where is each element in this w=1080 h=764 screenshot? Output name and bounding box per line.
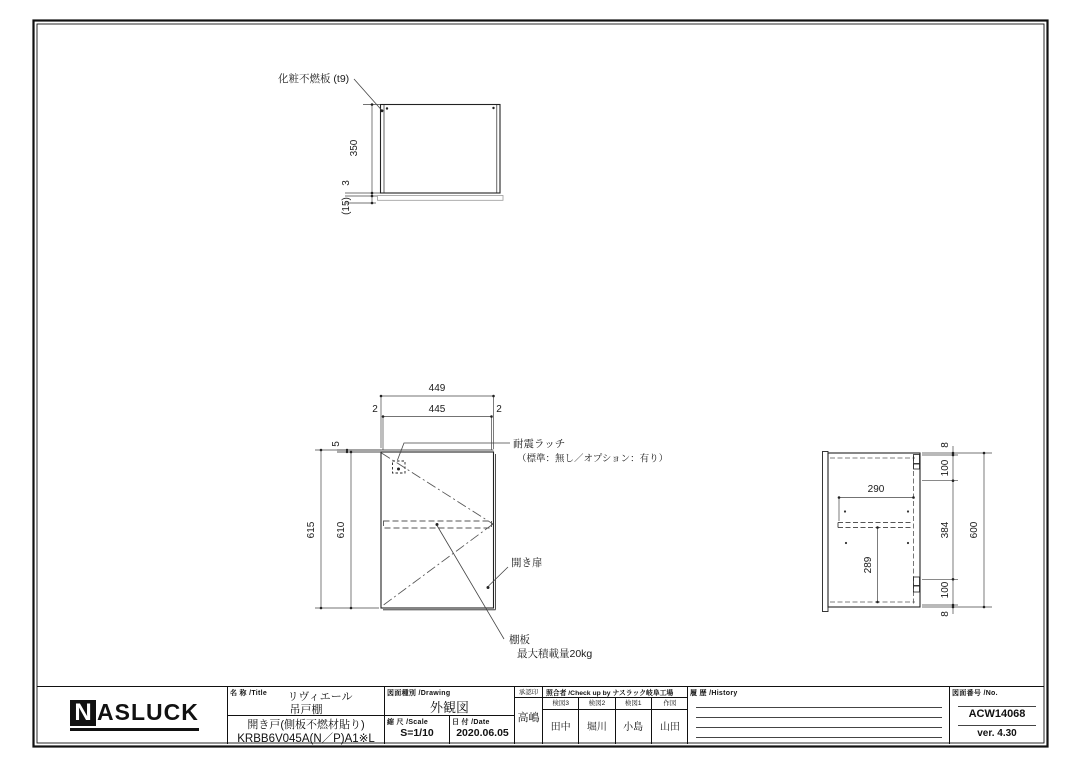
scale-label: 縮 尺 /Scale — [387, 719, 429, 726]
history-rule — [696, 727, 942, 728]
approval-name: 高嶋 — [517, 712, 540, 724]
door-label: 開き扉 — [511, 557, 543, 569]
approval-cell — [515, 687, 543, 744]
dim-610: 610 — [336, 521, 347, 539]
dim-615: 615 — [306, 521, 317, 539]
dim-600: 600 — [969, 521, 980, 539]
door-side-outline — [823, 452, 829, 612]
latch-note: （標準：無し／オプション：有り） — [517, 453, 669, 465]
check-name: 田中 — [550, 722, 571, 733]
check-role: 検図1 — [616, 698, 651, 710]
dim-384: 384 — [940, 521, 951, 539]
dim-289: 289 — [863, 556, 874, 574]
check-name: 小島 — [623, 722, 644, 733]
latch-label: 耐震ラッチ — [513, 438, 566, 450]
dim-350: 350 — [349, 139, 360, 157]
dim-5: 5 — [331, 441, 342, 447]
drawing-no-value: ACW14068 — [968, 708, 1026, 720]
history-label: 履 歴 /History — [690, 690, 738, 697]
title-label: 名 称 /Title — [230, 690, 268, 697]
title-cell — [228, 687, 385, 744]
date-value: 2020.06.05 — [456, 727, 509, 739]
drawing-no-label: 図面番号 /No. — [952, 690, 998, 697]
door-plan-outline — [378, 196, 504, 201]
hinge-block-bottom — [914, 577, 920, 586]
logo-cell — [37, 687, 228, 744]
top-view — [378, 105, 504, 201]
shelf-label: 棚板 — [509, 634, 530, 646]
drawing-no-cell — [950, 687, 1044, 744]
no-rule — [958, 706, 1036, 707]
drawing-label: 図面種別 /Drawing — [387, 690, 451, 697]
front-view — [337, 450, 496, 610]
panel-label: 化粧不燃板 (t9) — [278, 73, 350, 85]
date-cell — [450, 715, 515, 744]
door-swing-line — [382, 524, 494, 607]
title-block — [37, 686, 1044, 743]
door-swing-line — [382, 453, 494, 524]
side-view — [823, 452, 921, 612]
drawing-cell — [385, 687, 515, 744]
shelf-note: 最大積載量20kg — [517, 648, 593, 660]
drawing-type: 外観図 — [429, 700, 469, 715]
dim-449: 449 — [428, 383, 446, 394]
dim-445: 445 — [428, 404, 446, 415]
no-rule — [958, 725, 1036, 726]
page-border — [34, 21, 1048, 747]
history-cell — [688, 687, 950, 744]
checkup-cell — [543, 687, 688, 744]
logo-wordmark: ASLUCK — [97, 699, 199, 725]
dim-3: 3 — [341, 180, 352, 186]
hinge-block-top — [914, 455, 920, 464]
dim-2-right: 2 — [496, 404, 502, 415]
nasluck-logo — [70, 699, 199, 731]
history-rule — [696, 717, 942, 718]
dim-100-bottom: 100 — [940, 581, 951, 599]
check-col-2 — [579, 698, 615, 744]
check-col-1 — [616, 698, 652, 744]
logo-initial: N — [70, 700, 96, 726]
product-spec: 開き戸(側板不燃材貼り) — [247, 719, 365, 731]
check-name: 堀川 — [586, 722, 607, 733]
dim-2-left: 2 — [372, 404, 378, 415]
dim-290: 290 — [867, 484, 885, 495]
panel-leader — [354, 79, 383, 112]
check-col-draughter — [652, 698, 688, 744]
dim-15: (15) — [341, 197, 352, 215]
date-label: 日 付 /Date — [452, 719, 490, 726]
check-col-3 — [543, 698, 579, 744]
dim-8-top: 8 — [940, 442, 951, 448]
approval-label: 承認印 — [515, 687, 542, 698]
dim-8-bottom: 8 — [940, 611, 951, 617]
scale-cell — [385, 715, 450, 744]
check-role: 作図 — [652, 698, 688, 710]
dim-100-top: 100 — [940, 459, 951, 477]
scale-value: S=1/10 — [400, 727, 434, 739]
version-value: ver. 4.30 — [977, 728, 1017, 739]
checkup-label: 照合者 /Check up by ナスラック岐阜工場 — [543, 687, 687, 698]
history-rule — [696, 737, 942, 738]
door-leader — [487, 567, 509, 589]
check-role: 検図3 — [543, 698, 578, 710]
check-name: 山田 — [659, 722, 680, 733]
product-series: リヴィエール — [287, 691, 353, 703]
product-code: KRBB6V045A(N／P)A1※L — [237, 733, 375, 745]
history-rule — [696, 707, 942, 708]
product-type: 吊戸棚 — [289, 704, 323, 716]
check-role: 検図2 — [579, 698, 614, 710]
